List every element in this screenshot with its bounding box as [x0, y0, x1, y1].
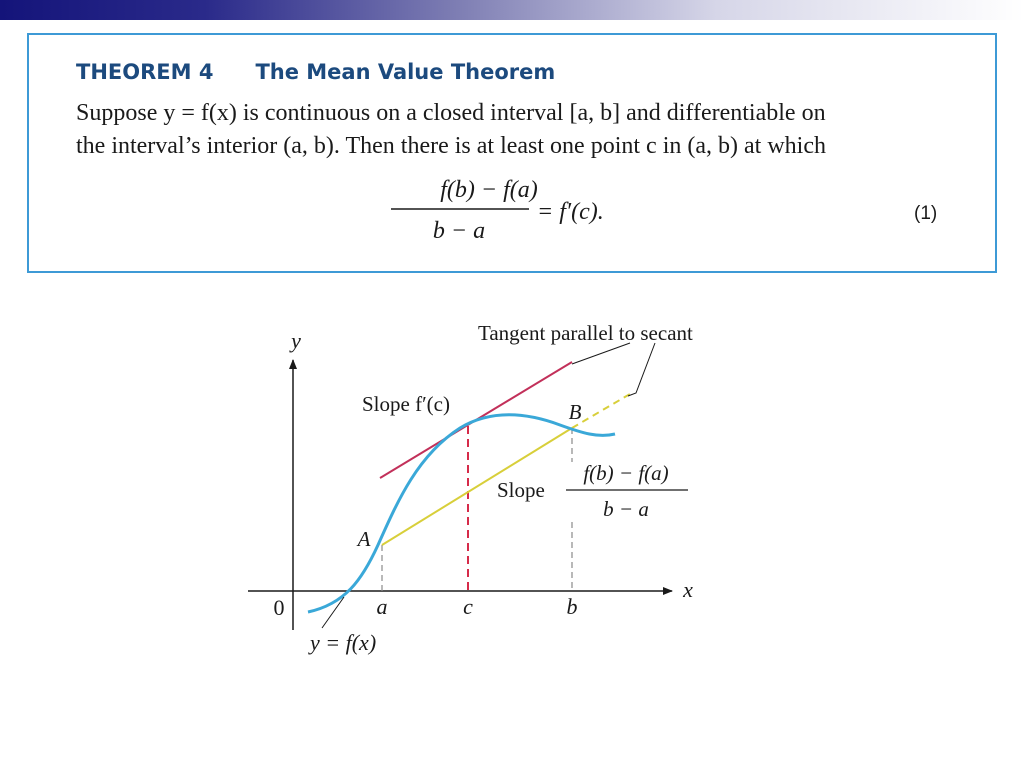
- point-b-label: B: [568, 400, 582, 424]
- tangent-label-leader: [572, 343, 630, 364]
- secant-label-leader: [628, 343, 655, 396]
- slope-tangent-label: Slope f′(c): [362, 392, 450, 416]
- formula-rhs: = f′(c).: [537, 199, 604, 225]
- tick-b-label: b: [566, 594, 578, 619]
- formula-numerator: f(b) − f(a): [440, 177, 538, 203]
- slope-numerator: f(b) − f(a): [583, 461, 669, 485]
- theorem-label: THEOREM 4: [76, 60, 214, 84]
- x-axis-label: x: [683, 577, 693, 602]
- tick-a-label: a: [376, 594, 388, 619]
- curve-label: y = f(x): [310, 630, 377, 655]
- tangent-parallel-label: Tangent parallel to secant: [478, 321, 693, 345]
- equation-number: (1): [914, 203, 938, 224]
- origin-label: 0: [273, 595, 285, 620]
- y-axis-label: y: [291, 328, 301, 353]
- formula-denominator: b − a: [432, 218, 486, 244]
- slope-denominator: b − a: [603, 497, 649, 521]
- theorem-line-2: the interval’s interior (a, b). Then there is at least one point c in (a, b) at which: [76, 133, 826, 159]
- point-a-label: A: [357, 527, 371, 551]
- theorem-title: The Mean Value Theorem: [255, 60, 556, 84]
- tick-c-label: c: [463, 594, 473, 619]
- slope-secant-word: Slope: [497, 478, 545, 502]
- theorem-line-1: Suppose y = f(x) is continuous on a closed interval [a, b] and differentiable on: [76, 100, 826, 126]
- function-curve: [308, 415, 615, 612]
